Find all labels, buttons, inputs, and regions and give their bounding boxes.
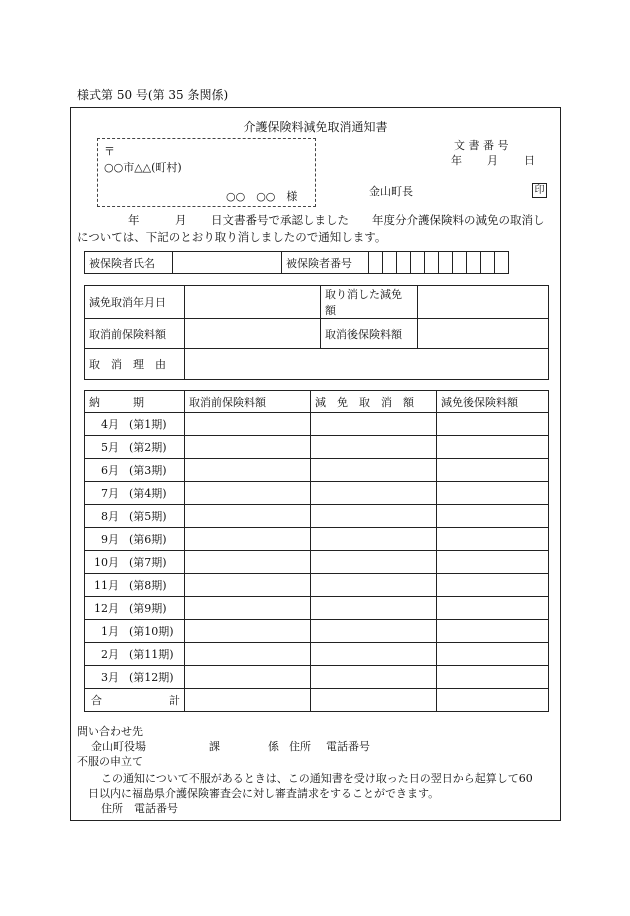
month-label: 11月 [94,579,119,592]
schedule-row [85,459,549,482]
appeal-text-line-1: この通知について不服があるときは、この通知書を受け取った日の翌日から起算して60 [101,772,533,785]
after-premium-cell[interactable] [437,643,549,666]
address-city: ○○市△△(町村) [104,161,182,174]
reduction-cancel-cell[interactable] [311,643,437,666]
period-header: 納 期 [85,391,185,413]
insured-number-digit[interactable] [411,252,425,274]
term-label: (第1期) [129,418,167,431]
month-label: 12月 [94,602,119,615]
month-label: 4月 [101,418,119,431]
period-cell [85,459,185,482]
term-label: (第11期) [129,648,174,661]
form-title: 介護保険料減免取消通知書 [243,120,388,134]
sender-name: 金山町長 [369,185,413,198]
total-row [85,689,549,712]
after-premium-cell[interactable] [437,436,549,459]
term-label: (第8期) [129,579,167,592]
schedule-row [85,436,549,459]
term-label: (第6期) [129,533,167,546]
reduction-cancel-cell[interactable] [311,436,437,459]
appeal-text-line-2: 日以内に福島県介護保険審査会に対し審査請求をすることができます。 [88,787,440,800]
after-premium-cell[interactable] [437,482,549,505]
month-label: 3月 [101,671,119,684]
period-cell [85,482,185,505]
before-premium-field[interactable] [185,319,321,349]
body-line-2: については、下記のとおり取り消しましたので通知します。 [77,230,387,244]
insured-name-label: 被保険者氏名 [85,252,173,274]
postal-mark: 〒 [104,145,115,158]
month-label: 2月 [101,648,119,661]
notice-form [70,107,561,821]
after-premium-cell[interactable] [437,505,549,528]
before-premium-cell[interactable] [185,459,311,482]
body-line-1-year: 年 [128,213,140,227]
after-premium-header: 減免後保険料額 [437,391,549,413]
body-line-1: 日文書番号で承認しました 年度分介護保険料の減免の取消し [211,213,545,227]
cancelled-reduction-label [321,286,418,319]
period-cell [85,505,185,528]
after-premium-cell[interactable] [437,597,549,620]
insured-number-digit[interactable] [425,252,439,274]
insured-number-digit[interactable] [453,252,467,274]
recipient-name: ○○ ○○ 様 [226,190,298,203]
month-label: 10月 [94,556,119,569]
after-premium-cell[interactable] [437,620,549,643]
after-premium-cell[interactable] [437,413,549,436]
before-premium-cell[interactable] [185,436,311,459]
insured-name-field[interactable] [173,252,282,274]
schedule-row [85,666,549,689]
insured-number-digit[interactable] [495,252,509,274]
cancelled-reduction-label-line-1: 取り消した減免 [325,288,402,301]
month-label: 6月 [101,464,119,477]
date-month: 月 [487,154,498,167]
before-premium-cell[interactable] [185,597,311,620]
appeal-address-label: 住所 [101,802,123,815]
reduction-cancel-header: 減 免 取 消 額 [311,391,437,413]
form-number-heading: 様式第 50 号(第 35 条関係) [77,88,229,102]
period-cell [85,436,185,459]
reduction-cancel-cell[interactable] [311,505,437,528]
period-cell [85,413,185,436]
reduction-cancel-total[interactable] [311,689,437,712]
before-premium-cell[interactable] [185,413,311,436]
after-premium-cell[interactable] [437,459,549,482]
after-premium-cell[interactable] [437,574,549,597]
month-label: 5月 [101,441,119,454]
before-premium-cell[interactable] [185,620,311,643]
period-cell [85,551,185,574]
term-label: (第2期) [129,441,167,454]
term-label: (第7期) [129,556,167,569]
before-premium-label: 取消前保険料額 [85,319,185,349]
reduction-cancel-cell[interactable] [311,666,437,689]
cancelled-reduction-field[interactable] [418,286,549,319]
month-label: 9月 [101,533,119,546]
before-premium-cell[interactable] [185,643,311,666]
schedule-row [85,413,549,436]
cancel-date-label: 減免取消年月日 [85,286,185,319]
contact-address-label: 住所 [289,740,311,753]
appeal-title: 不服の申立て [77,755,143,768]
cancelled-reduction-label-line-2: 額 [325,304,336,317]
term-label: (第3期) [129,464,167,477]
schedule-row [85,597,549,620]
before-premium-cell[interactable] [185,528,311,551]
reduction-cancel-cell[interactable] [311,620,437,643]
term-label: (第12期) [129,671,174,684]
before-premium-total[interactable] [185,689,311,712]
before-premium-cell[interactable] [185,666,311,689]
reduction-cancel-cell[interactable] [311,459,437,482]
reduction-details-table [84,285,549,380]
insured-number-digit[interactable] [397,252,411,274]
insured-number-label: 被保険者番号 [282,252,369,274]
before-premium-header: 取消前保険料額 [185,391,311,413]
schedule-row [85,551,549,574]
period-cell [85,574,185,597]
schedule-row [85,528,549,551]
period-cell [85,666,185,689]
cancel-reason-field[interactable] [185,349,549,380]
month-label: 7月 [101,487,119,500]
reduction-cancel-cell[interactable] [311,574,437,597]
total-label-b: 計 [169,694,180,707]
contact-dept: 課 [209,740,220,753]
after-premium-label: 取消後保険料額 [321,319,418,349]
month-label: 8月 [101,510,119,523]
reduction-cancel-cell[interactable] [311,551,437,574]
total-label [85,689,185,712]
before-premium-cell[interactable] [185,482,311,505]
cancel-reason-label: 取 消 理 由 [85,349,185,380]
before-premium-cell[interactable] [185,505,311,528]
reduction-cancel-cell[interactable] [311,597,437,620]
contact-section: 係 [268,740,279,753]
term-label: (第10期) [129,625,174,638]
after-premium-cell[interactable] [437,528,549,551]
schedule-row [85,482,549,505]
contact-title: 問い合わせ先 [77,725,143,738]
term-label: (第5期) [129,510,167,523]
period-cell [85,528,185,551]
cancel-date-field[interactable] [185,286,321,319]
month-label: 1月 [101,625,119,638]
insured-number-digit[interactable] [369,252,383,274]
date-day: 日 [524,154,535,167]
insured-info-table [84,251,509,274]
term-label: (第9期) [129,602,167,615]
appeal-phone-label: 電話番号 [134,802,178,815]
contact-phone-label: 電話番号 [326,740,370,753]
schedule-row [85,505,549,528]
schedule-row [85,620,549,643]
address-box [97,138,316,207]
schedule-row [85,574,549,597]
contact-office: 金山町役場 [91,740,146,753]
insured-number-digit[interactable] [439,252,453,274]
total-label-a: 合 [91,694,102,707]
period-cell [85,643,185,666]
period-cell [85,597,185,620]
seal-mark: 印 [532,183,547,198]
reduction-cancel-cell[interactable] [311,482,437,505]
after-premium-total[interactable] [437,689,549,712]
date-year: 年 [451,154,462,167]
insured-number-digit[interactable] [467,252,481,274]
before-premium-cell[interactable] [185,551,311,574]
after-premium-field[interactable] [418,319,549,349]
payment-schedule-table [84,390,549,712]
insured-number-digit[interactable] [481,252,495,274]
schedule-row [85,643,549,666]
after-premium-cell[interactable] [437,551,549,574]
reduction-cancel-cell[interactable] [311,413,437,436]
period-cell [85,620,185,643]
body-line-1-month: 月 [175,213,187,227]
insured-number-digit[interactable] [383,252,397,274]
document-number-label: 文 書 番 号 [454,139,509,152]
term-label: (第4期) [129,487,167,500]
before-premium-cell[interactable] [185,574,311,597]
after-premium-cell[interactable] [437,666,549,689]
reduction-cancel-cell[interactable] [311,528,437,551]
